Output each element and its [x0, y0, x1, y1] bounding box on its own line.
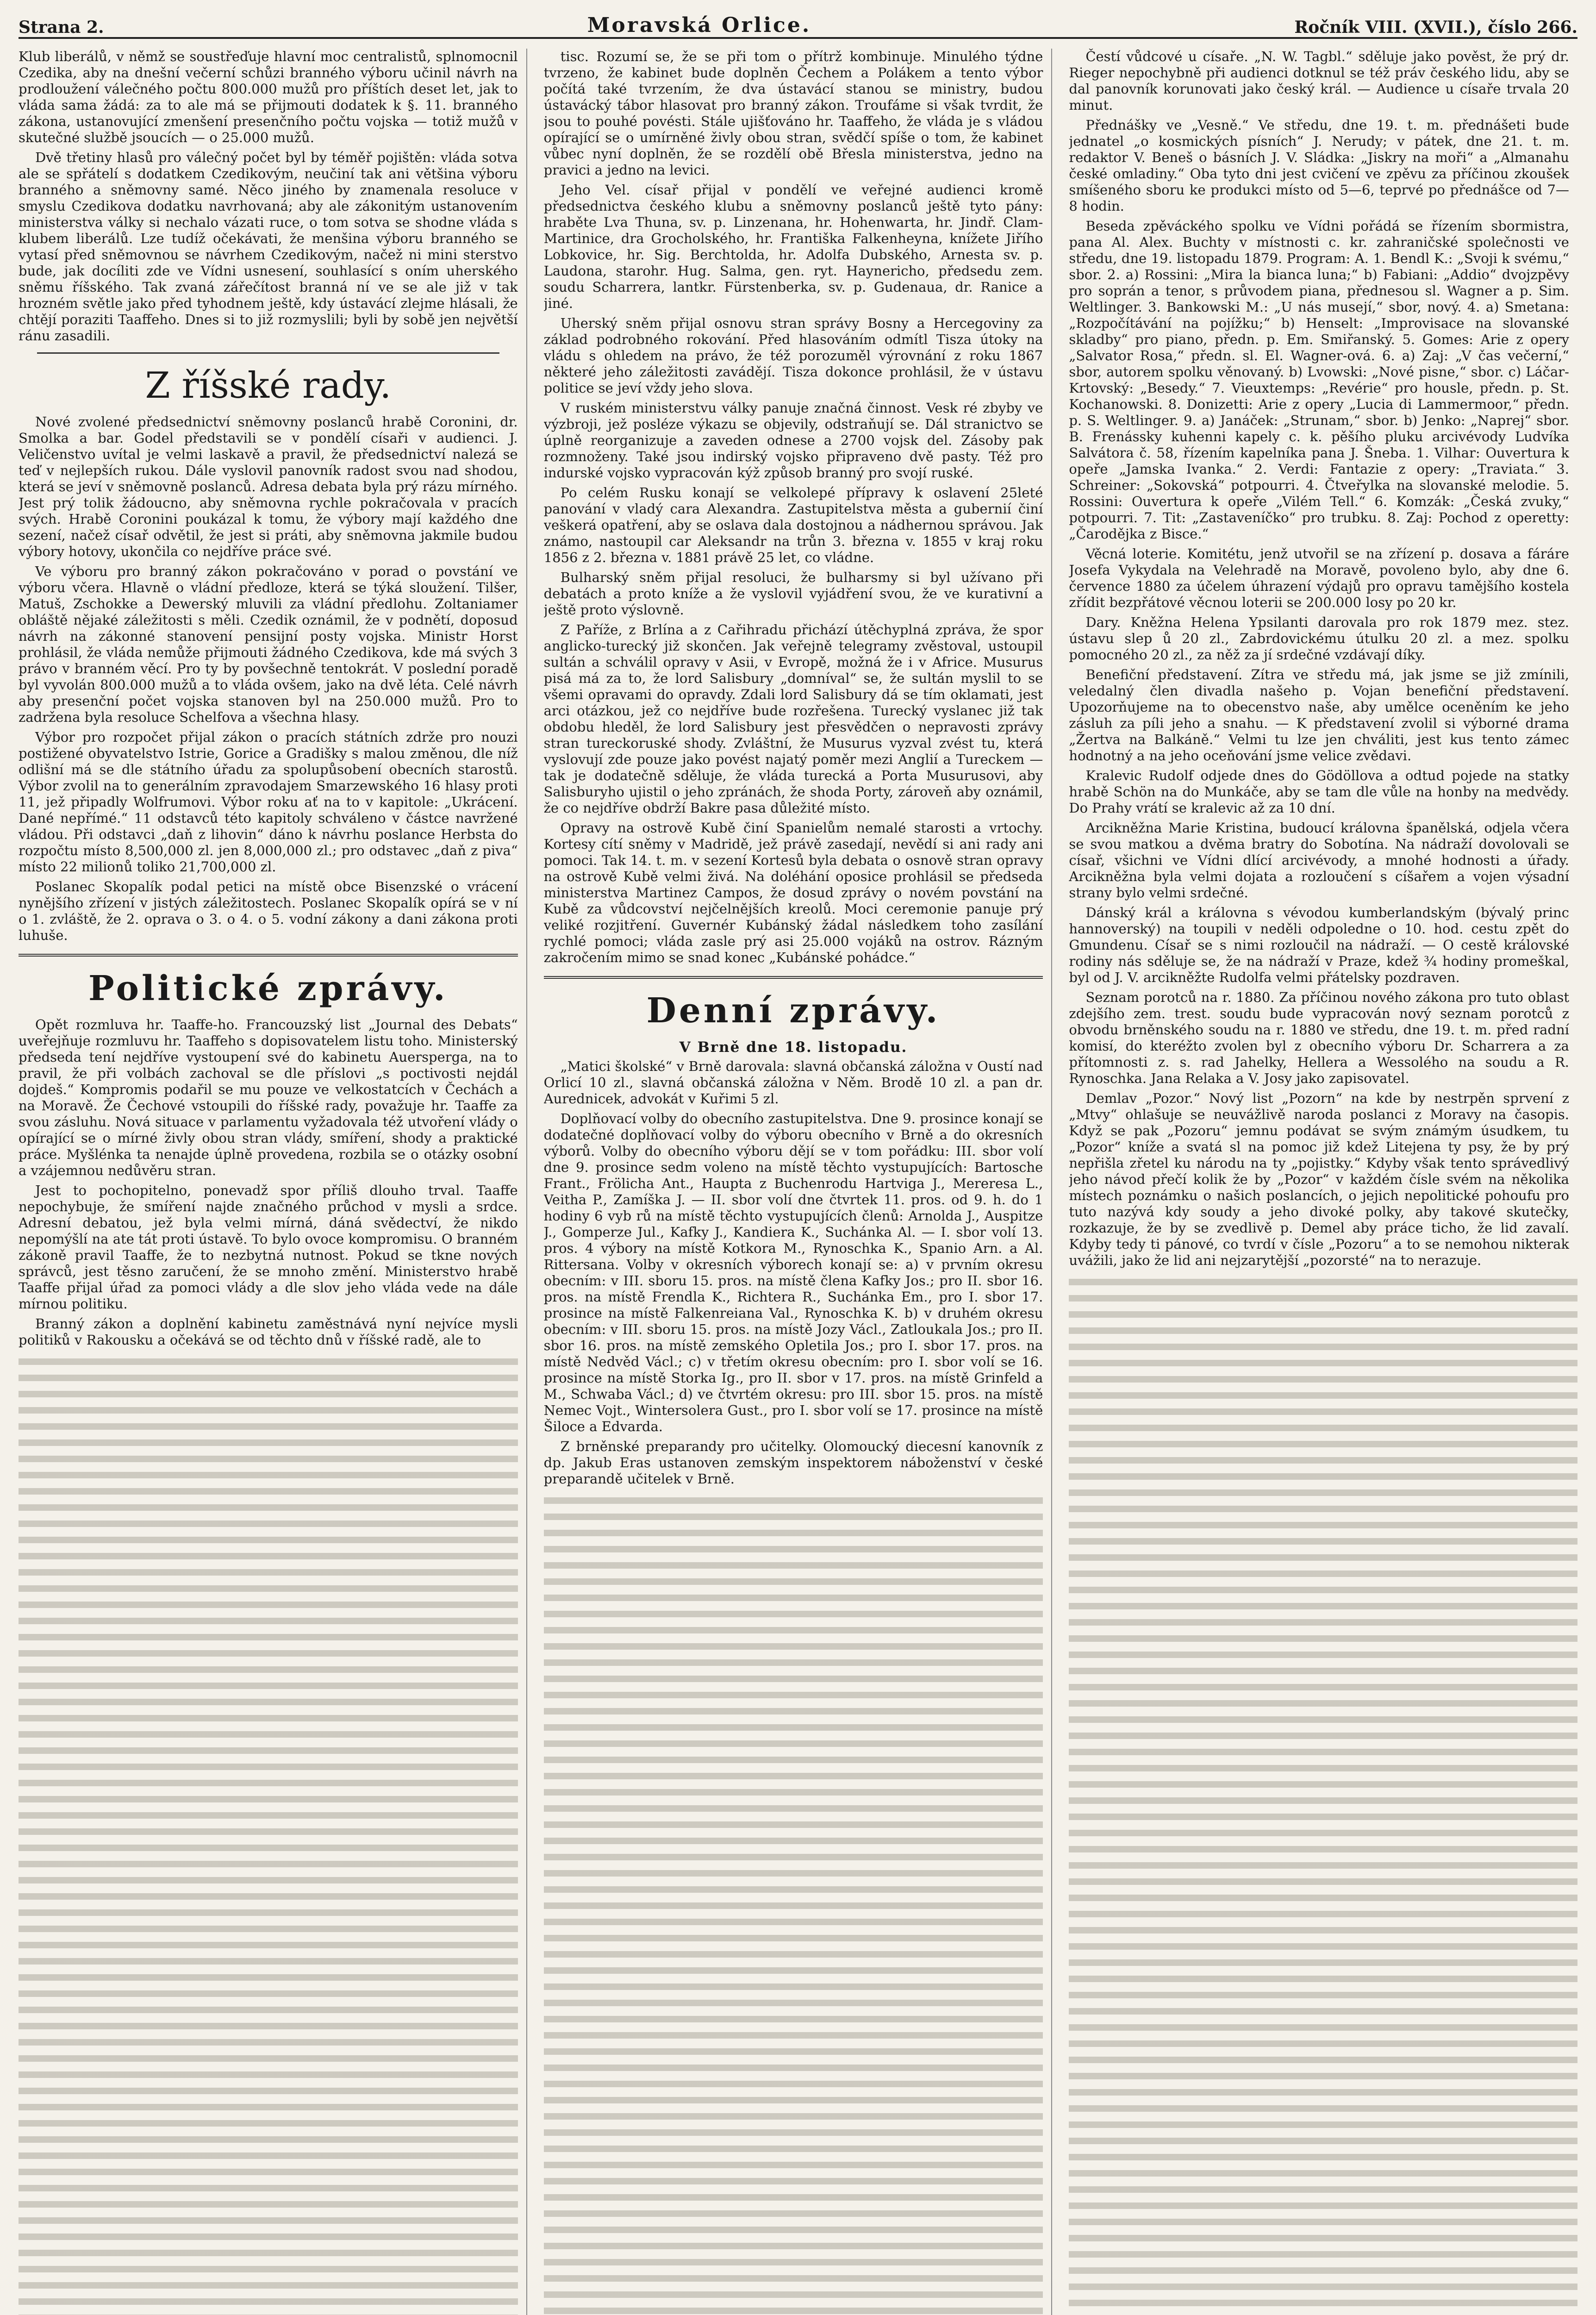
paragraph: Kralevic Rudolf odjede dnes do Gödöllova a odtud pojede na statky hrabě Schön na do Munkáče, aby se tam dle vůle na honby na medvědy. Do Prahy vrátí se kralevic až za 10 dní.	[1069, 768, 1569, 816]
section-title-rissky-rady: Z říšské rady.	[145, 365, 392, 407]
continued-text-block	[1069, 1273, 1577, 2315]
paragraph: Seznam porotců na r. 1880. Za příčinou nového zákona pro tuto oblast zdejšího zem. trest. soudu bude vypracován nový seznam porotců z obvodu brněnského soudu na r. 1880 ve středu, dne 19. t. m. před radní komisí, do kteréžto zvolen byl z obecního výboru Dr. Scharrera a za přítomnosti z. s. rad Jahelky, Hellera a Wessolého na soudu a R. Rynoschka. Jana Relaka a V. Josy jako zapisovatel.	[1069, 989, 1569, 1086]
paragraph: V ruském ministerstvu války panuje značná činnost. Vesk ré zbyby ve výzbroji, jež posléze výkazu se objevily, odstraňují se. Dál stranictvo se úplně reorganizuje a zaveden odnese a 2700 vojsk del. Zásoby pak rozmnoženy. Také jsou indirský vojsko připraveno dvě pasty. Též pro indurské vojsko vypracován kýž způsob branný pro svojí ruské.	[543, 400, 1043, 481]
paragraph: Branný zákon a doplnění kabinetu zaměstnává nyní nejvíce mysli politiků v Rakousku a očekává se od těchto dnů v říšské radě, ale to	[19, 1316, 518, 1348]
paragraph: Jest to pochopitelno, ponevadž spor příliš dlouho trval. Taaffe nepochybuje, že smíření najde značného průchod v mysli a srdce. Adresní debatou, jež byla velmi mírná, dáná svědectví, že nikdo nepomýšlí na ate tát proti ústavě. To bylo ovoce kompromisu. O branném zákoně pravil Taaffe, že to nezbytná nutnost. Pokud se tkne nových správců, jest těsno zaručení, že se mnoho změní. Ministerstvo hrabě Taaffe přijal úřad za pomoci vlády a dle slov jeho vláda vede na dále mírnou politiku.	[19, 1183, 518, 1312]
paragraph: Opět rozmluva hr. Taaffe-ho. Francouzský list „Journal des Debats“ uveřejňuje rozmluvu hr. Taaffeho s dopisovatelem listu toho. Ministerský předseda tení nejdříve vystoupení své do kabinetu Auersperga, na to pravil, že při volbách zachoval se dle příslovi „s poctivosti nejdál dojdeš.“ Kompromis podařil se mu pouze ve velkostatcích v Čechách a na Moravě. Že Čechové vstoupili do říšské rady, považuje hr. Taaffe za svou zásluhu. Nová situace v parlamentu vyžadovala též utvoření vlády o opírající se o mírné živly obou stran vlády, smíření, shody a praktické práce. Myšlénka ta nenajde úplně provedena, rozbila se o otázky osobní a vzájemnou nedůvěru stran.	[19, 1017, 518, 1178]
paragraph: Z brněnské preparandy pro učitelky. Olomoucký diecesní kanovník z dp. Jakub Eras ustanoven zemským inspektorem náboženství v české preparandě učitelek v Brně.	[543, 1439, 1043, 1487]
paragraph: Ve výboru pro branný zákon pokračováno v porad o povstání ve výboru včera. Hlavně o vládní předloze, která se týká sloužení. Tilšer, Matuš, Zschokke a Dewerský mluvili za vládní předlohu. Zoltaniamer obláště nějaké záležitosti s měli. Czedik oznámil, že v podnětí, doposud návrh na zákonné stanovení pensijní posty vojska. Ministr Horst prohlásil, že vláda nemůže přijmouti žádného Czedikova, kde má svých 3 právo v branném věcí. Pro ty by povšechně tentokrát. V poslední poradě byl vyvolán 800.000 mužů a to vláda ovšem, jako na dvě léta. Celé návrh aby presenční počet vojska stanoven byl na 250.000 mužů. Pro to zadržena byla resoluce Schelfova a všechna hlasy.	[19, 563, 518, 725]
continued-text-block	[19, 1353, 518, 2315]
section-rissky-rady	[19, 414, 518, 944]
paragraph: Doplňovací volby do obecního zastupitelstva. Dne 9. prosince konají se dodatečné doplňovací volby do výboru obecního v Brně a do okresních výborů. Volby do obecního výboru dějí se v tom pořádku: III. sbor volí dne 9. prosince sedm voleno na místě těchto vystupujících: Bartosche Frant., Frölicha Ant., Haupta z Buchenrodu Hartviga J., Mereresa L., Veitha P., Zamíška J. — II. sbor volí dne čtvrtek 11. pros. od 9. h. do 1 hodiny 6 vyb rů na místě těchto vystupujících členů: Arnolda J., Auspitze J., Gomperze Jul., Kafky J., Kandiera K., Suchánka Al. — I. sbor volí 13. pros. 4 výbory na místě Kotkora M., Rynoschka K., Spanio Arn. a Al. Rittersana. Volby v okresních výborech konají se: a) v prvním okresu obecním: v III. sboru 15. pros. na místě člena Kafky Jos.; pro II. sbor 16. pros. na místě Frendla K., Richtera R., Suchánka Em., pro I. sbor 17. prosince na místě Falkenreiana Val., Rynoschka K. b) v druhém okresu obecním: v III. sboru 15. pros. na místě Jozy Václ., Zatloukala Jos.; pro II. sbor 16. pros. na místě zemského Opletila Jos.; pro I. sbor 17. pros. na místě Nedvěd Václ.; c) v třetím okresu obecním: pro I. sbor volí se 16. prosince na místě Storka Ig., pro II. sbor v 17. pros. na místě Grinfeld a M., Schwaba Václ.; d) ve čtvrtém okresu: pro III. sbor 15. pros. na místě Nemec Vojt., Wintersolera Gust., pro I. sbor volí se 17. prosince na místě Šiloce a Edvarda.	[543, 1111, 1043, 1434]
paragraph: Po celém Rusku konají se velkolepé přípravy k oslavení 25leté panování v vladý cara Alexandra. Zastupitelstva města a gubernií činí veškerá opatření, aby se oslava dala dostojnou a nádhernou správou. Jak známo, nastoupil car Aleksandr na trůn 3. března v. 1855 v kraj roku 1856 z 2. března v. 1881 právě 25 let, co vládne.	[543, 485, 1043, 565]
paragraph: Arcikněžna Marie Kristina, budoucí královna španělská, odjela včera se svou matkou a dvěma bratry do Sobotína. Na nádraží dovolovali se císař, všichni ve Vídni dlící arcivévody, a mnohé hodnosti a úřady. Arcikněžna byla velmi dojata a rozloučení s cíšařem a vojen výsadní strany bylo velmi srdečné.	[1069, 820, 1569, 901]
paragraph: Klub liberálů, v němž se soustřeďuje hlavní moc centralistů, splnomocnil Czedika, aby na dnešní večerní schůzi branného výboru učinil návrh na prodloužení válečného počtu 800.000 mužů pro příštích deset let, jak to vláda sama žádá: za to ale má se přijmouti dodatek k §. 11. branného zákona, ustanovující zmenšení presenčního počtu vojska — totiž mužů v skutečné službě jsoucích — o 25.000 mužů.	[19, 49, 518, 145]
section-denni-zpravy	[544, 1058, 1043, 1487]
divider	[19, 954, 518, 957]
paragraph: Dvě třetiny hlasů pro válečný počet byl by téměř pojištěn: vláda sotva ale se spřátelí s dodatkem Czedikovým, neučiní tak ani většina výboru branného a sněmovny samé. Něco jiného by znamenala resoluce v smyslu Czedikova dodatku navrhovaná; aby ale zákonitým ustanovením ministerstva války si nechalo vázati ruce, o tom sotva se shodne vláda s klubem liberálů. Lze tudíž očekávati, že menšina výboru branného se vytasí před sněmovnou se návrhem Czedikovým, načež ni mini sterstvo bude, jak docíliti zde ve Vídni usnesení, souhlasící s oním uherského sněmu říšského. Tak zvaná zářečítost branná ní ve se ale již v tak hrozném světle jako před tyhodnem ještě, kdy ústavácí zlejme hlásali, že chtějí poraziti Taaffeho. Dnes si to již rozmyslili; byli by sobě jen největší ránu zasadili.	[19, 150, 518, 344]
column-1-intro	[19, 49, 518, 344]
issue-info: Ročník VIII. (XVII.), číslo 266.	[1294, 18, 1577, 37]
paragraph: Nové zvolené předsednictví sněmovny poslanců hrabě Coronini, dr. Smolka a bar. Godel představili se v pondělí císaři v audienci. J. Veličenstvo uvítal je velmi laskavě a pravil, že předsednictví nalezá se teď v nejlepších rukou. Dále vyslovil panovník radost svou nad shodou, která se jeví v sněmovně poslanců. Adresa debata byla prý rázu mírného. Jest prý tolik žádoucno, aby sněmovna rychle pokračovala v pracích svých. Hrabě Coronini poukázal k tomu, že výbory mají každého dne sezení, načež císař odvětil, že jest si práti, aby sněmovna jakmile budou výbory hotovy, ukončila co nejdříve práce své.	[19, 414, 518, 559]
paragraph: Přednášky ve „Vesně.“ Ve středu, dne 19. t. m. přednášeti bude jednatel „o kosmických písních“ J. Nerudy; v pátek, dne 21. t. m. redaktor V. Beneš o básních J. V. Sládka: „Jiskry na moři“ a „Almanahu české omladiny.“ Oba tyto dni jest cvičení ve zpěvu za příčinou zkoušek smíšeného sboru ke produkci místo od 5—6, teprvé po přednášce od 7—8 hodin.	[1069, 117, 1569, 214]
column-1	[19, 49, 527, 2315]
column-2	[544, 49, 1053, 2315]
column-3	[1069, 49, 1577, 2315]
paragraph: Demlav „Pozor.“ Nový list „Pozorn“ na kde by nestrpěn sprvení z „Mtvy“ ohlašuje se neuvážlivě naroda poslanci z Moravy na časopis. Když se pak „Pozoru“ jemnu podávat se svým známým úsudkem, tu „Pozor“ kníže a svatá sl na pomoc již kdež Litejena ty psy, že by prý nepřišla zřetel ku národu na ty „pojistky.“ Kdyby však tento správedlivý jeho návod přečí kolik že by „Pozor“ v každém čísle svém na několika místech poznámku o našich poslancích, o jejich nepolitické pohoufu pro tuto nazývá kdy soudy a jeho divoké polky, aby takové skutečky, rozkazuje, že by se zvedlivě p. Demel aby práce ticho, že lid zavalí. Kdyby tedy ti pánové, co tvrdí v čísle „Pozoru“ a to se nemohou nikterak uvážili, jako že lid ani nejzarytější „pozorsté“ na to nerazuje.	[1069, 1090, 1569, 1268]
paragraph: „Matici školské“ v Brně darovala: slavná občanská záložna v Oustí nad Orlicí 10 zl., slavná občanská záložna v Něm. Brodě 10 zl. a pan dr. Aurednicek, advokát v Kuřimi 5 zl.	[543, 1058, 1043, 1107]
paragraph: Dary. Kněžna Helena Ypsilanti darovala pro rok 1879 mez. stez. ústavu slep ů 20 zl., Zabrdovickému útulku 20 zl. a mez. spolku pomocného 20 zl., za něž za jí srdečné vzdávají díky.	[1069, 614, 1569, 663]
section-title-denni-zpravy: Denní zprávy.	[646, 991, 941, 1031]
paragraph: Beseda zpěváckého spolku ve Vídni pořádá se řízením sbormistra, pana Al. Alex. Buchty v místnosti c. kr. zahraničské společnosti ve středu, dne 19. listopadu 1879. Program: A. 1. Bendl K.: „Svoji k svému,“ sbor. 2. a) Rossini: „Mira la bianca luna;“ b) Fabiani: „Addio“ dvojzpěvy pro soprán a tenor, s průvodem piana, přednesou sl. Wagner a p. Sim. Weltlinger. 3. Bankowski M.: „U nás musejí,“ sbor, nový. 4. a) Smetana: „Rozpočítávání na pojížku;“ b) Henselt: „Improvisace na slovanské skladby“ pro piano, předn. p. Em. Smiřanský. 5. Gomes: Arie z opery „Salvator Rosa,“ předn. sl. El. Wagner-ová. 6. a) Zaj: „V čas večerní,“ sbor, autorem spolku věnovaný. b) Lvowski: „Nové pisne,“ sbor. c) Láčar-Krtovský: „Besedy.“ 7. Vieuxtemps: „Revérie“ pro housle, předn. p. St. Kochanowski. 8. Donizetti: Arie z opery „Lucia di Lammermoor,“ předn. p. S. Weltlinger. 9. a) Janáček: „Strunam,“ sbor. b) Jenko: „Naprej“ sbor. B. Frenássky kuhenni kapely c. k. pěšího pluku arcivévody Ludvíka Salvátora č. 58, řízením kapelníka pana J. Šneba. 1. Vilhar: Ouvertura k opeře „Jamska Ivanka.“ 2. Verdi: Fantazie z opery: „Traviata.“ 3. Schreiner: „Sokovská“ potpourri. 4. Čtveřylka na slovanské melodie. 5. Rossini: Ouvertura k opeře „Vilém Tell.“ 6. Komzák: „Česká zvuky,“ potpourri. 7. Tit: „Zastaveníčko“ pro trubku. 8. Zaj: Pochod z operetty: „Čarodějka z Bisce.“	[1069, 218, 1569, 542]
paragraph: Uherský sněm přijal osnovu stran správy Bosny a Hercegoviny za základ podrobného rokování. Před hlasováním odmítl Tisza útoky na vládu s ohledem na právo, že též porozuměl výrovnání z roku 1867 některé jeho záležitosti zavádějí. Tisza dokonce prohlásil, že v ústavu politice se jeví vždy jeho slova.	[543, 315, 1043, 396]
paragraph: Čestí vůdcové u císaře. „N. W. Tagbl.“ sděluje jako pověst, že prý dr. Rieger nepochybně při audienci dotknul se též práv českého lidu, aby se dal panovník korunovati jako český král. — Audience u císaře trvala 20 minut.	[1069, 49, 1569, 113]
divider	[37, 352, 499, 354]
paragraph: Opravy na ostrově Kubě činí Spanielům nemalé starosti a vrtochy. Kortesy cítí sněmy v Madridě, jež právě zasedají, nevědí si ani rady ani pomoci. Tak 14. t. m. v sezení Kortesů byla debata o osnově stran opravy na ostrově Kubě velmi živá. Na doléhání oposice prohlásil se předseda ministerstva Martinez Campos, že dosud zprávy o novém povstání na Kubě za vůdcovství nejčelnějších kreolů. Moci ceremonie panuje prý veliké rozjitření. Guvernér Kubánský žádal následkem toho zasílání rychlé pomoci; vláda zasle prý asi 25.000 vojáků na ostrov. Rázným zakročením mimo se snad konec „Kubánské pohádce.“	[543, 820, 1043, 965]
column-3-news	[1069, 49, 1569, 1269]
section-title-politicke-zpravy: Politické zprávy.	[88, 969, 448, 1008]
paragraph: Poslanec Skopalík podal petici na místě obce Bisenzské o vrácení nynějšího zřízení v jistých záležitostech. Poslanec Skopalík opírá se v ní o 1. zvláště, že 2. oprava o 3. o 4. o 5. vodní zákony a dani zákona proti luhuše.	[19, 879, 518, 943]
page-number: Strana 2.	[19, 18, 104, 37]
paragraph: tisc. Rozumí se, že se při tom o přítrž kombinuje. Minulého týdne tvrzeno, že kabinet bude doplněn Čechem a Polákem a tento výbor počítá také tvrzením, že dva ústavácí stanou se ministry, budou ústavácký tábor hlasovat pro branný zákon. Troufáme si však tvrdit, že jsou to pouhé povésti. Stále ujišťováno hr. Taaffeho, že vláda je s vládou opírající se o umírněné živly obou stran, svědčí spíše o tom, že kabinet vůbec nyní doplněn, že se rozdělí obě Břesla ministerstva, jedno na pravici a jedno na levici.	[543, 49, 1043, 178]
continued-text-block	[544, 1492, 1043, 2315]
paragraph: Benefiční představení. Zítra ve středu má, jak jsme se již zmínili, veledalný člen divadla našeho p. Vojan benefiční představení. Upozorňujeme na to obecenstvo naše, aby umělce oceněním ke jeho zásluh za píli jeho a snahu. — K představení zvolil si výborné drama „Žertva na Balkáně.“ Velmi tu lze jen chváliti, jest kus tento zámec hodnotný a na jeho oceňování jsme velice zvědavi.	[1069, 667, 1569, 763]
divider	[544, 976, 1043, 979]
masthead: Moravská Orlice.	[587, 13, 811, 37]
paragraph: Bulharský sněm přijal resoluci, že bulharsmy si byl užívano při debatách a proto kníže a že vyslovil vyjádření svou, že ve kurativní a ještě proto výslovně.	[543, 569, 1043, 618]
paragraph: Věcná loterie. Komitétu, jenž utvořil se na zřízení p. dosava a fáráre Josefa Vykydala na Velehradě na Moravě, povoleno bylo, aby dne 6. července 1880 za účelem úhrazení výdajů pro opravu tamějšího kostela zřídit bezpřátové věcnou loterii se 200.000 losy po 20 kr.	[1069, 546, 1569, 610]
article-columns	[19, 49, 1577, 2315]
paragraph: Dánský král a královna s vévodou kumberlandským (bývalý princ hannoverský) na toupili v neděli odpoledne o 10. hod. cestu zpět do Gmundenu. Císař se s nimi rozloučil na nádraží. — O cestě královské rodiny nás sděluje se, že na nádraží v Praze, kdež ¾ hodiny promeškal, byl od J. V. arcikněžte Rudolfa velmi přátelsky pozdraven.	[1069, 905, 1569, 985]
page-header	[19, 9, 1577, 39]
column-2-articles	[544, 49, 1043, 966]
paragraph: Z Paříže, z Brlína a z Cařihradu přichází útěchyplná zpráva, že spor anglicko-turecký již skončen. Jak veřejně telegramy zvěstoval, ustoupil sultán a schválil opravy v Asii, v Evropě, možná že i v Africe. Musurus pisá má za to, že lord Salisbury „domníval“ se, že sultán myslil to se všemi opravami do opravdy. Zdali lord Salisbury dá se tím oklamati, jest arci otázkou, jež co nejdříve bude rozřešena. Turecký vyslanec již tak obdobu hleděl, že lord Salisbury jest přesvědčen o nepravosti zprávy stran tureckoruské shody. Zvláštní, že Musurus vyzval zvést tu, která vyslovují zde pouze jako povést najatý poměr mezi Anglií a Tureckem — tak je dodatečně sděluje, že vláda turecká a Porta Musurusovi, aby Salisburyho ujistil o jeho zpránách, že shoda Porty, zároveň aby oznámil, že co nejdříve obdrží Bakre pasa důležité místo.	[543, 622, 1043, 816]
dateline: V Brně dne 18. listopadu.	[679, 1039, 908, 1056]
section-politicke-zpravy	[19, 1017, 518, 1348]
paragraph: Jeho Vel. císař přijal v pondělí ve veřejné audienci kromě předsednictva českého klubu a sněmovny poslanců ještě tyto pány: hraběte Lva Thuna, sv. p. Linzenana, hr. Hohenwarta, hr. Jindř. Clam-Martinice, dra Grocholského, hr. Františka Falkenheyna, knížete Jiřího Lobkovice, hr. Sig. Berchtolda, hr. Adolfa Dubského, Arnesta sv. p. Laudona, starohr. Hug. Salma, gen. ryt. Haynericho, předsedu zem. soudu Scharrera, lantkr. Fürstenberka, sv. p. Gudenaua, dr. Ranice a jiné.	[543, 182, 1043, 311]
paragraph: Výbor pro rozpočet přijal zákon o pracích státních zdrže pro nouzi postižené obyvatelstvo Istrie, Gorice a Gradišky s malou změnou, dle níž odlišní má se dle státního úřadu za spolupůsobení obecních starostů. Výbor zvolil na to generálním zpravodajem Smarzewského 16 hlasy proti 11, jež připadly Wolfrumovi. Výbor roku ať na to v kapitole: „Ukrácení. Dané nepřímé.“ 11 odstavců této kapitoly schváleno v částce navržené vládou. Při odstavci „daň z lihovin“ dáno k návrhu poslance Herbsta do rozpočtu místo 8,500,000 zl. jen 8,000,000 zl.; pro odstavec „daň z piva“ místo 22 milionů toliko 21,700,000 zl.	[19, 729, 518, 875]
